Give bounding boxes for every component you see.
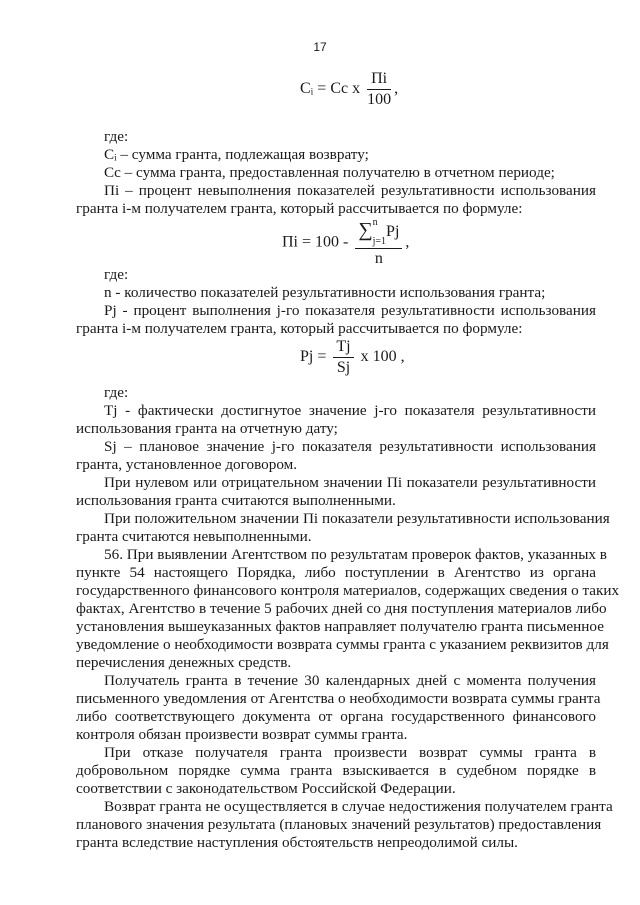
formula1-fraction xyxy=(367,70,391,109)
text-line: перечисления денежных средств. xyxy=(76,654,292,671)
text-line: установления вышеуказанных фактов направляет получателю гранта письменное xyxy=(76,618,604,635)
text-line: гранта i-м получателем гранта, который рассчитывается по формуле: xyxy=(76,320,523,337)
text-line: уведомление о необходимости возврата суммы гранта с указанием реквизитов для xyxy=(76,636,609,653)
text-line: где: xyxy=(104,266,129,283)
text-line: При положительном значении Пi показатели результативности использования xyxy=(104,510,610,527)
formula2-term: Pj xyxy=(386,222,400,240)
text-line: письменного уведомления от Агентства о необходимости возврата суммы гранта xyxy=(76,690,601,707)
text-line: фактах, Агентство в течение 5 рабочих дней со дня поступления материалов либо xyxy=(76,600,607,617)
sum-symbol: ∑ xyxy=(358,218,373,241)
formula1-tail: , xyxy=(394,80,399,98)
formula2-denominator: n xyxy=(374,249,383,267)
text-line: 56. При выявлении Агентством по результатам проверок фактов, указанных в xyxy=(104,546,607,563)
text-line: гранта i-м получателем гранта, который рассчитывается по формуле: xyxy=(76,200,523,217)
text-line: Cс – сумма гранта, предоставленная получателю в отчетном периоде; xyxy=(104,164,555,181)
formula3-fraction xyxy=(333,338,353,377)
text-line: пункте 54 настоящего Порядка, либо поступлении в Агентство из органа xyxy=(76,564,596,581)
sum-lower-limit: j=1 xyxy=(372,236,387,248)
formula2-lhs: Пi = 100 - xyxy=(282,233,349,251)
text-line: Получатель гранта в течение 30 календарных дней с момента получения xyxy=(104,672,596,689)
sum-upper-limit: n xyxy=(372,217,378,228)
text-line: При нулевом или отрицательном значении Пi показатели результативности xyxy=(104,474,596,491)
page-number: 17 xyxy=(313,40,327,54)
text-line: где: xyxy=(104,128,129,145)
text-line: где: xyxy=(104,384,129,401)
formula3-lhs: Pj = xyxy=(300,348,327,366)
text-line: использования гранта на отчетную дату; xyxy=(76,420,338,437)
formula-grant-return xyxy=(300,70,398,109)
text-line: добровольном порядке сумма гранта взыскивается в судебном порядке в xyxy=(76,762,596,779)
text-line: гранта, установленное договором. xyxy=(76,456,298,473)
text-line: Возврат гранта не осуществляется в случае недостижения получателем гранта xyxy=(104,798,613,815)
text-line: Cᵢ – сумма гранта, подлежащая возврату; xyxy=(104,146,369,163)
formula1-denominator: 100 xyxy=(367,91,392,108)
text-line: гранта вследствие наступления обстоятельств непреодолимой силы. xyxy=(76,834,518,851)
formula2-tail: , xyxy=(405,233,410,251)
formula1-numerator: Пi xyxy=(367,70,391,90)
text-line: гранта считаются невыполненными. xyxy=(76,528,312,545)
text-line: использования гранта считаются выполненными. xyxy=(76,492,396,509)
text-line: Пi – процент невыполнения показателей результативности использования xyxy=(104,182,596,199)
text-line: государственного финансового контроля материалов, содержащих сведения о таких xyxy=(76,582,620,599)
formula-nonfulfillment-percent xyxy=(282,218,409,268)
formula3-numerator: Tj xyxy=(333,338,353,358)
text-line: Pj - процент выполнения j-го показателя результативности использования xyxy=(104,302,596,319)
text-line: соответствии с законодательством Российской Федерации. xyxy=(76,780,456,797)
text-line: либо соответствующего документа от органа государственного финансового xyxy=(76,708,596,725)
text-line: n - количество показателей результативности использования гранта; xyxy=(104,284,546,301)
formula1-lhs: Cᵢ = Cс x xyxy=(300,80,361,98)
text-line: Sj – плановое значение j-го показателя результативности использования xyxy=(104,438,596,455)
formula-fulfillment-percent xyxy=(300,338,405,377)
text-line: Tj - фактически достигнутое значение j-го показателя результативности xyxy=(104,402,596,419)
formula2-fraction xyxy=(355,218,402,268)
text-line: При отказе получателя гранта произвести возврат суммы гранта в xyxy=(104,744,596,761)
text-line: контроля обязан произвести возврат суммы гранта. xyxy=(76,726,408,743)
formula3-denominator: Sj xyxy=(336,359,351,376)
text-line: планового значения результата (плановых значений результатов) предоставления xyxy=(76,816,602,833)
formula3-rhs: x 100 , xyxy=(360,348,405,366)
